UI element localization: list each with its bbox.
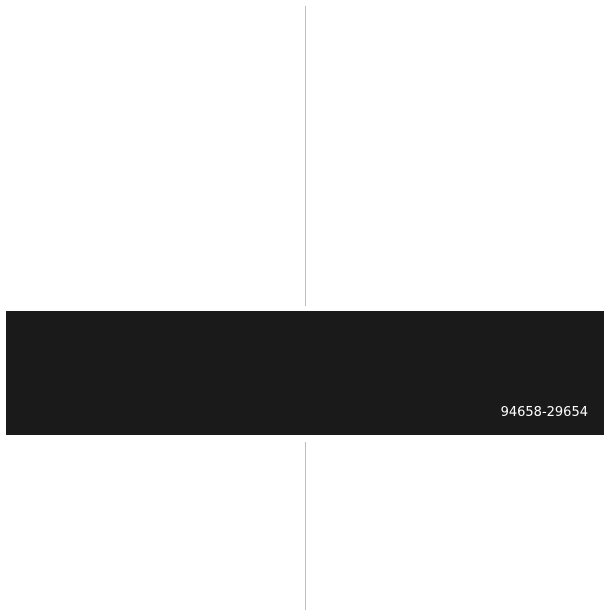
- article-column-bottom-right: [314, 440, 602, 610]
- byline: [501, 405, 588, 421]
- article-column-top-right: [314, 4, 602, 306]
- article-headline: [26, 325, 586, 389]
- headline-banner: [6, 311, 604, 435]
- article-column-top-left: [10, 4, 298, 306]
- column-divider-bottom: [305, 442, 306, 610]
- article-column-bottom-left: [10, 440, 298, 610]
- byline-phone: 94658-29654: [500, 405, 588, 420]
- column-divider-top: [305, 6, 306, 306]
